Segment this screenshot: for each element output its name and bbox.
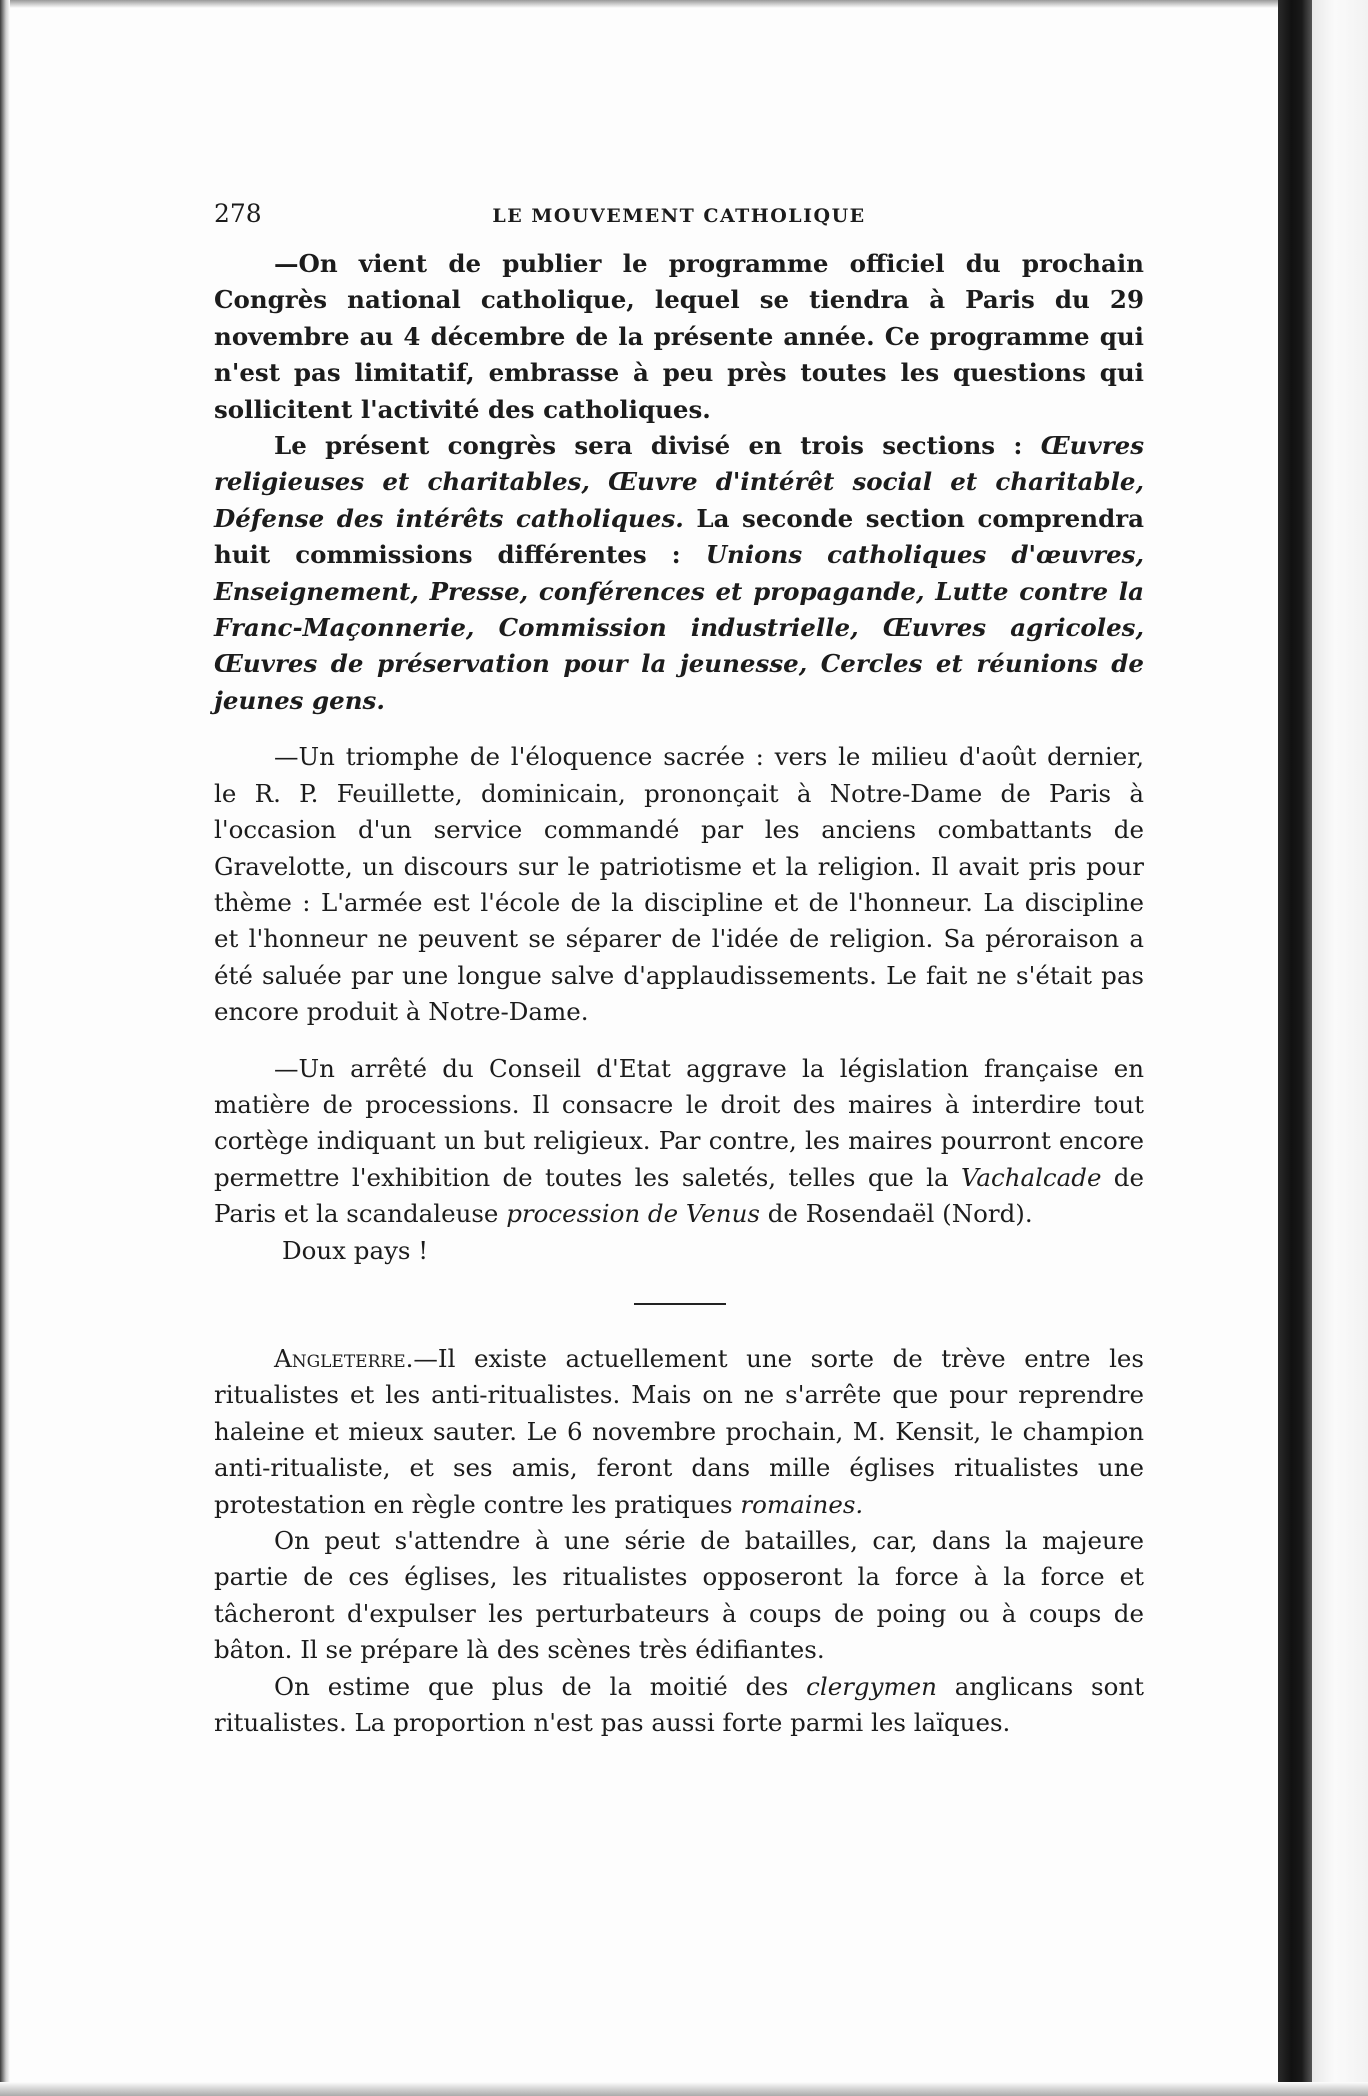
paragraph-clergymen <box>214 1669 1144 1742</box>
running-head <box>214 196 1144 232</box>
scan-left-edge <box>0 0 10 2096</box>
paragraph-angleterre <box>214 1341 1144 1523</box>
page-number: 278 <box>214 199 262 228</box>
paragraph-processions <box>214 1051 1144 1233</box>
book-gutter <box>1278 0 1312 2096</box>
commissions-list: Unions catholiques d'œuvres, Enseignement, Presse, conférences et propagande, Lutte contre la Franc-Maçonnerie, Commission industrielle, Œuvres agricoles, Œuvres de préservation pour la jeunesse, Cercles et réunions de jeunes gens. <box>214 540 1144 715</box>
country-heading: Angleterre. <box>274 1343 414 1373</box>
scan-bottom-edge <box>0 2082 1368 2096</box>
processions-text-a: —Un arrêté du Conseil d'Etat aggrave la législation française en matière de processions. Il consacre le droit des maires à interdire tout cortège indiquant un but religieux. Par contre, les maires pourront encore permettre l'exhibition de toutes les saletés, telles que la <box>214 1053 1144 1192</box>
sections-intro: Le présent congrès sera divisé en trois sections : <box>274 431 1041 461</box>
paragraph-doux-pays: Doux pays ! <box>282 1235 429 1265</box>
procession-venus-term: procession de Venus <box>506 1199 760 1229</box>
book-page <box>214 196 1144 1741</box>
sections-list: Œuvres religieuses et charitables, Œuvre d'intérêt social et charitable, Défense des intérêts catholiques. <box>214 431 1144 533</box>
clergymen-text-a: On estime que plus de la moitié des <box>274 1671 807 1701</box>
processions-text-c: de Rosendaël (Nord). <box>759 1199 1033 1229</box>
section-separator <box>634 1303 726 1305</box>
paragraph-batailles <box>214 1523 1144 1669</box>
processions-text-b: de Paris et la scandaleuse <box>214 1162 1144 1229</box>
clergymen-text-b: anglicans sont ritualistes. La proportion n'est pas aussi forte parmi les laïques. <box>214 1671 1144 1738</box>
section-separator-wrap <box>214 1283 1144 1327</box>
scan-top-edge <box>0 0 1368 8</box>
clergymen-term: clergymen <box>806 1671 937 1701</box>
paragraph-congres-programme: —On vient de publier le programme officiel du prochain Congrès national catholique, lequel se tiendra à Paris du 29 novembre au 4 décembre de la présente année. Ce programme qui n'est pas limitatif, embrasse à peu près toutes les questions qui sollicitent l'activité des catholiques. <box>214 249 1144 424</box>
running-title: LE MOUVEMENT CATHOLIQUE <box>492 205 866 227</box>
paragraph-congres-sections <box>214 428 1144 719</box>
commissions-intro: La seconde section comprendra huit commissions différentes : <box>214 503 1144 570</box>
romaines-term: romaines. <box>740 1489 864 1519</box>
facing-page-edge <box>1312 0 1368 2096</box>
batailles-text: On peut s'attendre à une série de batailles, car, dans la majeure partie de ces églises, les ritualistes opposeront la force à la force et tâcheront d'expulser les perturbateurs à coups de poing ou à coups de bâton. Il se prépare là des scènes très édifiantes. <box>214 1526 1144 1665</box>
vachalcade-term: Vachalcade <box>960 1162 1102 1192</box>
paragraph-eloquence: —Un triomphe de l'éloquence sacrée : vers le milieu d'août dernier, le R. P. Feuillette, dominicain, prononçait à Notre-Dame de Paris à l'occasion d'un service commandé par les anciens combattants de Gravelotte, un discours sur le patriotisme et la religion. Il avait pris pour thème : L'armée est l'école de la discipline et de l'honneur. La discipline et l'honneur ne peuvent se séparer de l'idée de religion. Sa péroraison a été saluée par une longue salve d'applaudissements. Le fait ne s'était pas encore produit à Notre-Dame. <box>214 742 1144 1027</box>
angleterre-text: —Il existe actuellement une sorte de trève entre les ritualistes et les anti-ritualistes. Mais on ne s'arrête que pour reprendre haleine et mieux sauter. Le 6 novembre prochain, M. Kensit, le champion anti-ritualiste, et ses amis, feront dans mille églises ritualistes une protestation en règle contre les pratiques <box>214 1343 1144 1519</box>
